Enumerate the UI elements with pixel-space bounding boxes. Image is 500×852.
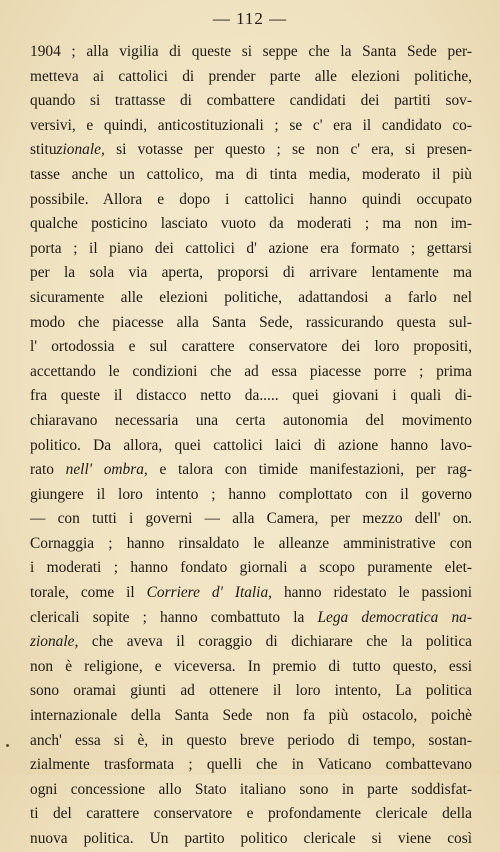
text-line: versivi, e quindi, anticostituzionali ; se c' era il candidato co- [30,116,472,134]
text-line: internazionale della Santa Sede non fa più ostacolo, poichè [30,707,472,725]
text-line: zionale, che aveva il coraggio di dichiarare che la politica [30,633,472,651]
text-line: sono oramai giunti ad ottenere il loro intento, La politica [30,682,472,700]
text-line: quando si trattasse di combattere candidati dei partiti sov- [30,92,472,110]
text-line: — con tutti i governi — alla Camera, per mezzo dell' on. [30,510,472,528]
text-line: per la sola via aperta, proporsi di arrivare lentamente ma [30,264,472,282]
text-line: anch' essa si è, in questo breve periodo di tempo, sostan- [30,731,472,749]
text-line: possibile. Allora e dopo i cattolici hanno quindi occupato [30,190,472,208]
text-line: sicuramente alle elezioni politiche, adattandosi a farlo nel [30,288,472,306]
text-line: giungere il loro intento ; hanno complottato con il governo [30,485,472,503]
text-line: torale, come il Corriere d' Italia, hanno ridestato le passioni [30,584,472,602]
body-text [30,40,472,852]
text-line: ti del carattere conservatore e profondamente clericale della [30,805,472,823]
italic-phrase: zionale, [56,141,105,159]
text-line: porta ; il piano dei cattolici d' azione era formato ; gettarsi [30,239,472,257]
ink-speck [6,744,9,747]
text-line: chiaravano necessaria una certa autonomia del movimento [30,411,472,429]
text-line: tasse anche un cattolico, ma di tinta media, moderato il più [30,165,472,183]
text-line: nuova politica. Un partito politico clericale si viene così [30,830,472,847]
text-line: ogni concessione allo Stato italiano sono in parte soddisfat- [30,780,472,798]
text-line: l' ortodossia e sul carattere conservatore dei loro propositi, [30,338,472,356]
text-line: qualche posticino lasciato vuoto da moderati ; ma non im- [30,215,472,233]
text-line: fra queste il distacco netto da..... quei giovani i quali di- [30,387,472,405]
page-number: — 112 — [212,9,288,28]
text-line: clericali sopite ; hanno combattuto la Lega democratica na- [30,608,472,626]
text-line: metteva ai cattolici di prender parte alle elezioni politiche, [30,67,472,85]
text-line: zialmente trasformata ; quelli che in Vaticano combattevano [30,756,472,774]
italic-phrase: Corriere d' Italia, [146,584,273,602]
italic-phrase: nell' ombra, [65,461,148,479]
italic-phrase: zionale, [30,633,79,651]
text-line: accettando le condizioni che ad essa piacesse porre ; prima [30,362,472,380]
text-line: stituzionale, si votasse per questo ; se non c' era, si presen- [30,141,472,159]
text-line: non è religione, e viceversa. In premio di tutto questo, essi [30,657,472,675]
text-line: modo che piacesse alla Santa Sede, rassicurando questa sul- [30,313,472,331]
text-line: Cornaggia ; hanno rinsaldato le alleanze amministrative con [30,534,472,552]
text-line: 1904 ; alla vigilia di queste si seppe che la Santa Sede per- [30,43,472,60]
italic-phrase: Lega democratica na- [317,608,472,626]
text-line: rato nell' ombra, e talora con timide manifestazioni, per rag- [30,461,472,479]
text-line: politico. Da allora, quei cattolici laici di azione hanno lavo- [30,436,472,454]
text-line: i moderati ; hanno fondato giornali a scopo puramente elet- [30,559,472,577]
